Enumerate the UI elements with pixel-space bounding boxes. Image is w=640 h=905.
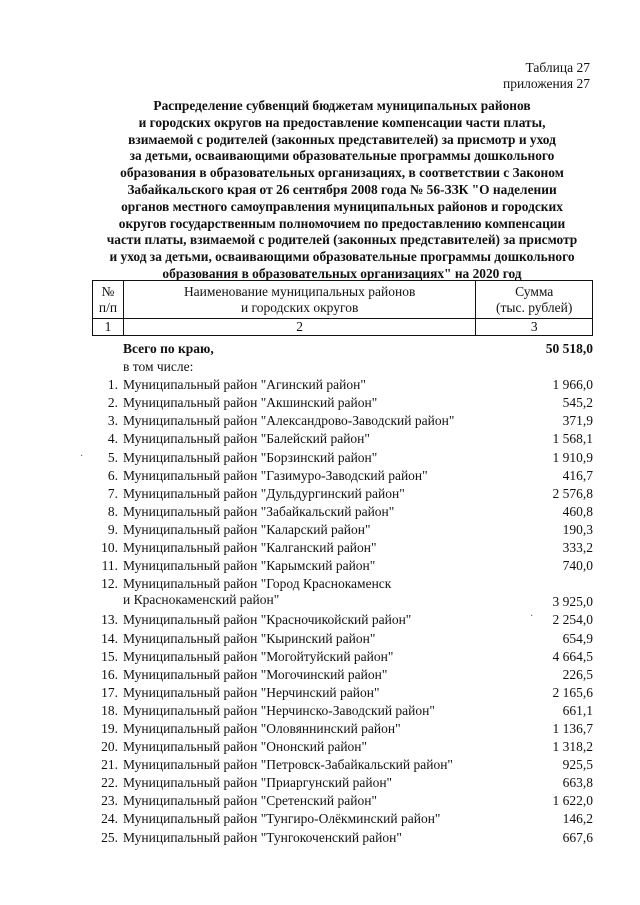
row-name [123, 703, 483, 719]
row-number: 17. [101, 684, 118, 700]
row-name [123, 522, 483, 538]
row-name-line: Муниципальный район "Ононский район" [123, 739, 368, 755]
header-name-label: Наименование муниципальных районов [183, 283, 416, 299]
header-sum-cell [476, 281, 593, 319]
scan-mark: · [80, 451, 84, 462]
row-number: 18. [101, 702, 118, 718]
row-name [123, 413, 483, 429]
row-name-line: Муниципальный район "Могойтуйский район" [123, 648, 394, 664]
header-number-label: № [101, 283, 115, 299]
table-row [92, 539, 593, 557]
row-name-line: Муниципальный район "Акшинский район" [123, 395, 378, 411]
total-label: Всего по краю, [123, 341, 214, 356]
header-index-1: 1 [93, 319, 124, 336]
row-value: 654,9 [562, 630, 593, 646]
row-number: 22. [101, 775, 118, 791]
row-name-line: Муниципальный район "Забайкальский район" [123, 503, 395, 519]
appendix-number: приложения 27 [502, 76, 590, 91]
row-name [123, 739, 483, 755]
row-value: 1 568,1 [552, 431, 593, 447]
table-row [92, 557, 593, 575]
row-value: 1 318,2 [552, 739, 593, 755]
row-value: 333,2 [562, 540, 593, 556]
row-name [123, 576, 483, 607]
row-value: 226,5 [562, 666, 593, 682]
row-number: 9. [107, 521, 118, 537]
row-name [123, 811, 483, 827]
table-row [92, 648, 593, 666]
row-value: 1 622,0 [552, 793, 593, 809]
row-name-line: Муниципальный район "Город Краснокаменск [123, 576, 392, 592]
row-name [123, 775, 483, 791]
title-line: и уход за детьми, осваивающими образовательные программы дошкольного [109, 249, 575, 265]
table-number: Таблица 27 [525, 60, 590, 75]
row-value: 1 136,7 [552, 720, 593, 736]
title-line: органов местного самоуправления муниципальных районов и городских [121, 198, 563, 214]
title-line: части платы, взимаемой с родителей (законных представителей) за присмотр [106, 232, 578, 248]
row-name [123, 377, 483, 393]
header-name-label-2: и городских округов [240, 299, 359, 315]
table-row [92, 810, 593, 828]
row-number: 13. [101, 612, 118, 628]
subtotal-caption-row [92, 358, 593, 376]
row-name-line: Муниципальный район "Петровск-Забайкальский район" [123, 757, 453, 773]
row-name-line: Муниципальный район "Калганский район" [123, 540, 377, 556]
row-name-line: Муниципальный район "Нерчинский район" [123, 684, 380, 700]
table-row [92, 630, 593, 648]
row-number: 24. [101, 811, 118, 827]
table-row [92, 666, 593, 684]
table-row [92, 702, 593, 720]
row-number: 19. [101, 720, 118, 736]
row-value: 371,9 [562, 413, 593, 429]
header-name-cell [123, 281, 476, 319]
row-number: 6. [107, 467, 118, 483]
row-name-line: Муниципальный район "Балейский район" [123, 431, 370, 447]
header-index-3: 3 [476, 319, 593, 336]
row-name-line: Муниципальный район "Тунгиро-Олёкминский район" [123, 811, 441, 827]
row-name-line: Муниципальный район "Александрово-Заводский район" [123, 413, 455, 429]
row-value: 2 576,8 [552, 485, 593, 501]
row-number: 23. [101, 793, 118, 809]
document-title [92, 98, 592, 283]
title-line: образования в образовательных организациях" на 2020 год [162, 265, 522, 281]
table-row [92, 394, 593, 412]
table-row [92, 449, 593, 467]
table-row [92, 829, 593, 847]
title-line: образования в образовательных организациях, в соответствии с Законом [120, 165, 564, 181]
row-name [123, 649, 483, 665]
title-line: Распределение субвенций бюджетам муниципальных районов [153, 98, 531, 113]
table-row [92, 720, 593, 738]
row-value: 1 966,0 [552, 377, 593, 393]
row-name-line: Муниципальный район "Сретенский район" [123, 793, 377, 809]
row-name [123, 486, 483, 502]
table-row [92, 611, 593, 629]
header-sum-label: Сумма [515, 283, 554, 299]
row-name [123, 540, 483, 556]
scan-mark: · [530, 611, 534, 622]
table-row [92, 738, 593, 756]
header-index-2: 2 [123, 319, 476, 336]
title-line: Забайкальского края от 26 сентября 2008 года № 56-ЗЗК "О наделении [127, 181, 557, 197]
row-number: 10. [101, 540, 118, 556]
row-value: 925,5 [562, 757, 593, 773]
table-row [92, 575, 593, 611]
row-value: 740,0 [562, 558, 593, 574]
row-number: 15. [101, 648, 118, 664]
title-line: взимаемой с родителей (законных представителей) за присмотр и уход [128, 131, 556, 147]
row-number: 1. [107, 377, 118, 393]
row-value: 663,8 [562, 775, 593, 791]
row-name [123, 793, 483, 809]
row-name-line: Муниципальный район "Приаргунский район" [123, 775, 393, 791]
row-name [123, 757, 483, 773]
row-name-line: Муниципальный район "Агинский район" [123, 377, 366, 393]
row-number: 20. [101, 739, 118, 755]
row-name-line: и Краснокаменский район" [123, 591, 280, 607]
row-value: 3 925,0 [552, 594, 593, 610]
row-value: 146,2 [562, 811, 593, 827]
row-name-line: Муниципальный район "Красночикойский район" [123, 612, 412, 628]
table-row [92, 430, 593, 448]
row-name-line: Муниципальный район "Борзинский район" [123, 449, 378, 465]
title-line: округов государственным полномочием по предоставлению компенсации [118, 215, 566, 231]
row-number: 14. [101, 630, 118, 646]
row-name-line: Муниципальный район "Кыринский район" [123, 630, 376, 646]
table-row [92, 521, 593, 539]
row-number: 4. [107, 431, 118, 447]
table-row [92, 792, 593, 810]
row-name-line: Муниципальный район "Тунгокоченский район" [123, 829, 402, 845]
table-body [92, 340, 593, 847]
row-name [123, 667, 483, 683]
table-row [92, 684, 593, 702]
row-number: 8. [107, 503, 118, 519]
row-number: 5. [107, 449, 118, 465]
table-header [92, 280, 593, 336]
table-row [92, 467, 593, 485]
including-label: в том числе: [123, 359, 194, 375]
table-row [92, 756, 593, 774]
title-line: за детьми, осваивающими образовательные программы дошкольного [129, 148, 555, 164]
title-line: и городских округов на предоставление компенсации части платы, [138, 114, 546, 130]
table-row [92, 774, 593, 792]
row-name [123, 468, 483, 484]
header-number-label-2: п/п [98, 299, 118, 315]
table-reference [503, 60, 590, 92]
row-name [123, 612, 483, 628]
row-value: 667,6 [562, 829, 593, 845]
table-row [92, 412, 593, 430]
row-number: 3. [107, 413, 118, 429]
header-number-cell [93, 281, 124, 319]
row-name [123, 558, 483, 574]
total-row [92, 340, 593, 358]
row-name [123, 830, 483, 846]
row-name-line: Муниципальный район "Могочинский район" [123, 666, 388, 682]
row-value: 1 910,9 [552, 449, 593, 465]
row-name-line: Муниципальный район "Карымский район" [123, 558, 376, 574]
row-name [123, 431, 483, 447]
row-number: 21. [101, 757, 118, 773]
total-value: 50 518,0 [545, 341, 593, 356]
row-number: 16. [101, 666, 118, 682]
table-row [92, 485, 593, 503]
row-name-line: Муниципальный район "Дульдургинский район" [123, 485, 405, 501]
header-sum-label-2: (тыс. рублей) [496, 299, 573, 315]
row-value: 4 664,5 [552, 648, 593, 664]
table-row [92, 376, 593, 394]
row-value: 2 254,0 [552, 612, 593, 628]
row-name [123, 721, 483, 737]
row-number: 2. [107, 395, 118, 411]
row-value: 661,1 [562, 702, 593, 718]
row-name [123, 450, 483, 466]
row-name-line: Муниципальный район "Нерчинско-Заводский район" [123, 702, 435, 718]
row-name [123, 685, 483, 701]
row-number: 11. [101, 558, 118, 574]
table-row [92, 503, 593, 521]
row-number: 7. [107, 485, 118, 501]
row-name [123, 631, 483, 647]
row-number: 25. [101, 829, 118, 845]
row-value: 545,2 [562, 395, 593, 411]
row-value: 2 165,6 [552, 684, 593, 700]
row-value: 460,8 [562, 503, 593, 519]
row-value: 416,7 [562, 467, 593, 483]
row-name-line: Муниципальный район "Каларский район" [123, 521, 371, 537]
row-number: 12. [101, 576, 118, 592]
row-value: 190,3 [562, 521, 593, 537]
row-name-line: Муниципальный район "Оловяннинский район" [123, 720, 401, 736]
row-name [123, 395, 483, 411]
row-name [123, 504, 483, 520]
row-name-line: Муниципальный район "Газимуро-Заводский район" [123, 467, 428, 483]
